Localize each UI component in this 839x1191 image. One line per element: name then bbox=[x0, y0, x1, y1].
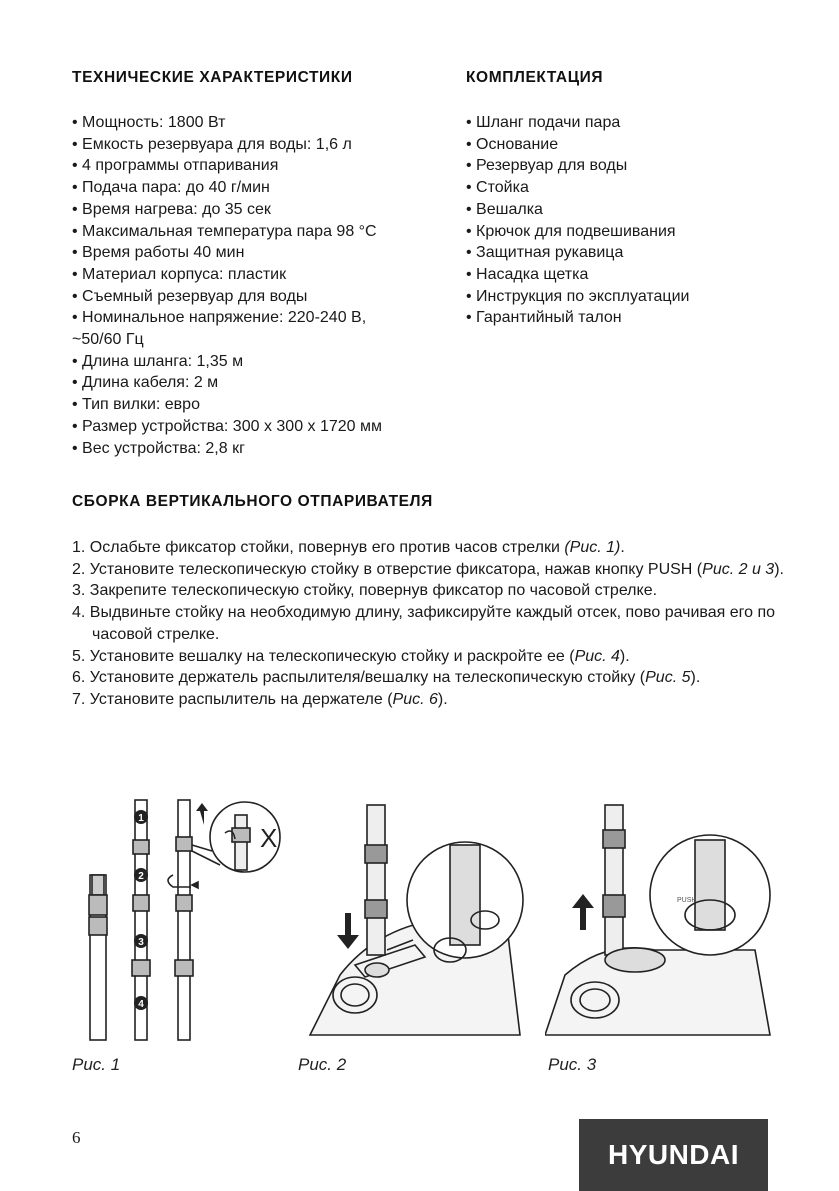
list-item: • Максимальная температура пара 98 °С bbox=[72, 221, 452, 243]
step-6: 6. Установите держатель распылителя/вешалку на телескопическую стойку (Рис. 5). bbox=[72, 669, 701, 687]
figure-3-illustration bbox=[545, 800, 775, 1040]
step-3: 3. Закрепите телескопическую стойку, повернув фиксатор по часовой стрелке. bbox=[72, 582, 658, 600]
marker-1-label: 1 bbox=[138, 813, 144, 824]
step-2: 2. Установите телескопическую стойку в отверстие фиксатора, нажав кнопку PUSH (Рис. 2 и 3). bbox=[72, 560, 784, 578]
list-item: • Основание bbox=[466, 134, 786, 156]
list-item: • Время нагрева: до 35 сек bbox=[72, 199, 452, 221]
figure-3-caption: Рис. 3 bbox=[548, 1055, 597, 1074]
assembly-heading: СБОРКА ВЕРТИКАЛЬНОГО ОТПАРИВАТЕЛЯ bbox=[72, 493, 433, 510]
list-item: • Подача пара: до 40 г/мин bbox=[72, 177, 452, 199]
list-item: • Стойка bbox=[466, 177, 786, 199]
list-item: • Тип вилки: евро bbox=[72, 394, 452, 416]
step-1: 1. Ослабьте фиксатор стойки, повернув его против часов стрелки (Рис. 1). bbox=[72, 539, 625, 556]
list-item: • Защитная рукавица bbox=[466, 242, 786, 264]
assembly-steps bbox=[72, 537, 792, 711]
list-item: • Инструкция по эксплуатации bbox=[466, 286, 786, 308]
figure-1-illustration bbox=[80, 795, 295, 1045]
list-item: • Размер устройства: 300 х 300 х 1720 мм bbox=[72, 416, 452, 438]
list-item: • Шланг подачи пара bbox=[466, 112, 786, 134]
list-item: • Крючок для подвешивания bbox=[466, 221, 786, 243]
specs-heading: ТЕХНИЧЕСКИЕ ХАРАКТЕРИСТИКИ bbox=[72, 69, 353, 86]
x-mark: X bbox=[260, 823, 278, 853]
figure-1-caption: Рис. 1 bbox=[72, 1055, 121, 1074]
brand-logo-text: HYUNDAI bbox=[607, 1139, 740, 1170]
list-item: • Съемный резервуар для воды bbox=[72, 286, 452, 308]
list-item: • Время работы 40 мин bbox=[72, 242, 452, 264]
step-5: 5. Установите вешалку на телескопическую стойку и раскройте ее (Рис. 4). bbox=[72, 647, 630, 665]
list-item: • 4 программы отпаривания bbox=[72, 155, 452, 177]
list-item: • Длина кабеля: 2 м bbox=[72, 372, 452, 394]
list-item-continuation: ~50/60 Гц bbox=[72, 331, 144, 349]
brand-logo bbox=[579, 1119, 768, 1191]
page-number: 6 bbox=[72, 1128, 81, 1147]
package-heading: КОМПЛЕКТАЦИЯ bbox=[466, 69, 604, 86]
list-item: • Вешалка bbox=[466, 199, 786, 221]
specs-list bbox=[72, 112, 452, 459]
list-item: • Номинальное напряжение: 220-240 В, bbox=[72, 307, 452, 329]
list-item: • Материал корпуса: пластик bbox=[72, 264, 452, 286]
figure-2-caption: Рис. 2 bbox=[298, 1055, 347, 1074]
list-item: • Вес устройства: 2,8 кг bbox=[72, 438, 452, 460]
marker-3-label: 3 bbox=[138, 937, 144, 948]
list-item: • Емкость резервуара для воды: 1,6 л bbox=[72, 134, 452, 156]
list-item: • Мощность: 1800 Вт bbox=[72, 112, 452, 134]
push-label: PUSH bbox=[677, 897, 697, 904]
step-4: 4. Выдвиньте стойку на необходимую длину, зафиксируйте каждый отсек, пово рачивая его по часовой стрелке. bbox=[72, 604, 776, 643]
list-item: • Насадка щетка bbox=[466, 264, 786, 286]
list-item: • Резервуар для воды bbox=[466, 155, 786, 177]
marker-4-label: 4 bbox=[138, 999, 144, 1010]
step-7: 7. Установите распылитель на держателе (Рис. 6). bbox=[72, 690, 448, 708]
figure-2-illustration bbox=[305, 800, 525, 1040]
list-item: • Гарантийный талон bbox=[466, 307, 786, 329]
marker-2-label: 2 bbox=[138, 871, 144, 882]
list-item: • Длина шланга: 1,35 м bbox=[72, 351, 452, 373]
package-list bbox=[466, 112, 786, 329]
